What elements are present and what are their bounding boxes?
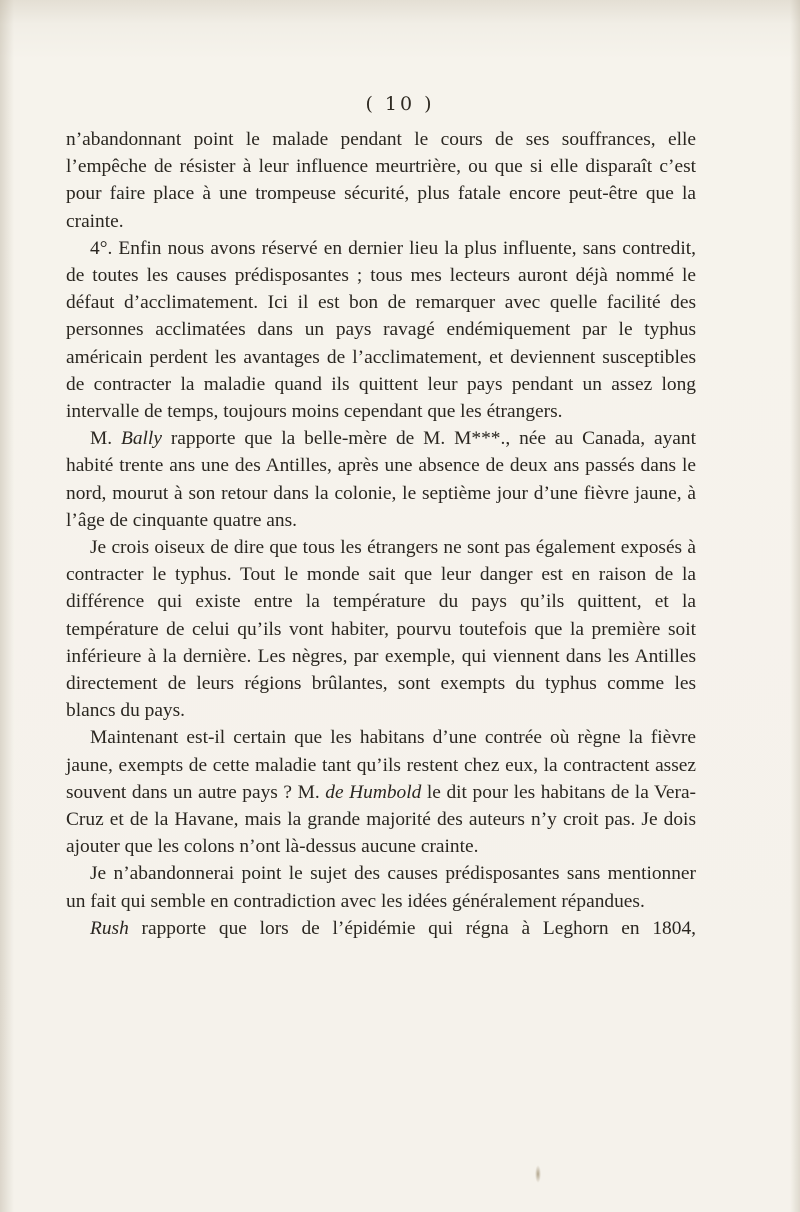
paragraph: Je n’abandonnerai point le sujet des causes prédisposantes sans mentionner un fait qui semble en contradiction avec les idées généralement répandues. [66, 863, 696, 912]
paragraph: Je crois oiseux de dire que tous les étrangers ne sont pas également exposés à contracter le typhus. Tout le monde sait que leur danger est en raison de la différence qui existe entre la température du pays qu’ils quittent, et la température de celui qu’ils vont habiter, pourvu toutefois que la première soit inférieure à la dernière. Les nègres, par exemple, qui viennent dans les Antilles directement de leurs régions brûlantes, sont exempts du typhus comme les blancs du pays. [66, 537, 696, 722]
italic-name: de Humbold [325, 781, 422, 803]
paragraph: Maintenant est-il certain que les habitans d’une contrée où règne la fièvre jaune, exempts de cette maladie tant qu’ils restent chez eux, la contractent assez souvent dans un autre pays ? M. de Humbold le dit pour les habitans de la Vera-Cruz et de la Havane, mais la grande majorité des auteurs n’y croit pas. Je dois ajouter que les colons n’ont là-dessus aucune crainte. [66, 727, 697, 858]
page-number: ( 10 ) [365, 93, 435, 115]
italic-name: Rush [90, 917, 129, 939]
paragraph: n’abandonnant point le malade pendant le cours de ses souffrances, elle l’empêche de résister à leur influence meurtrière, ou que si elle disparaît c’est pour faire place à une trompeuse sécurité, plus fatale encore peut-être que la crainte. [66, 129, 696, 232]
paragraph: Rush rapporte que lors de l’épidémie qui régna à Leghorn en 1804, [90, 917, 696, 939]
italic-name: Bally [121, 428, 162, 450]
paragraph: M. Bally rapporte que la belle-mère de M. M***., née au Canada, ayant habité trente ans une des Antilles, après une absence de deux ans passés dans le nord, mourut à son retour dans la colonie, le septième jour d’une fièvre jaune, à l’âge de cinquante quatre ans. [66, 428, 696, 531]
ink-mark [535, 1165, 541, 1183]
body-text [66, 126, 696, 942]
paragraph: 4°. Enfin nous avons réservé en dernier lieu la plus influente, sans contredit, de toutes les causes prédisposantes ; tous mes lecteurs auront déjà nommé le défaut d’acclimatement. Ici il est bon de remarquer avec quelle facilité des personnes acclimatées dans un pays ravagé endémiquement par le typhus américain perdent les avantages de l’acclimatement, et deviennent susceptibles de contracter la maladie quand ils quittent leur pays pendant un assez long intervalle de temps, toujours moins cependant que les étrangers. [66, 237, 696, 423]
